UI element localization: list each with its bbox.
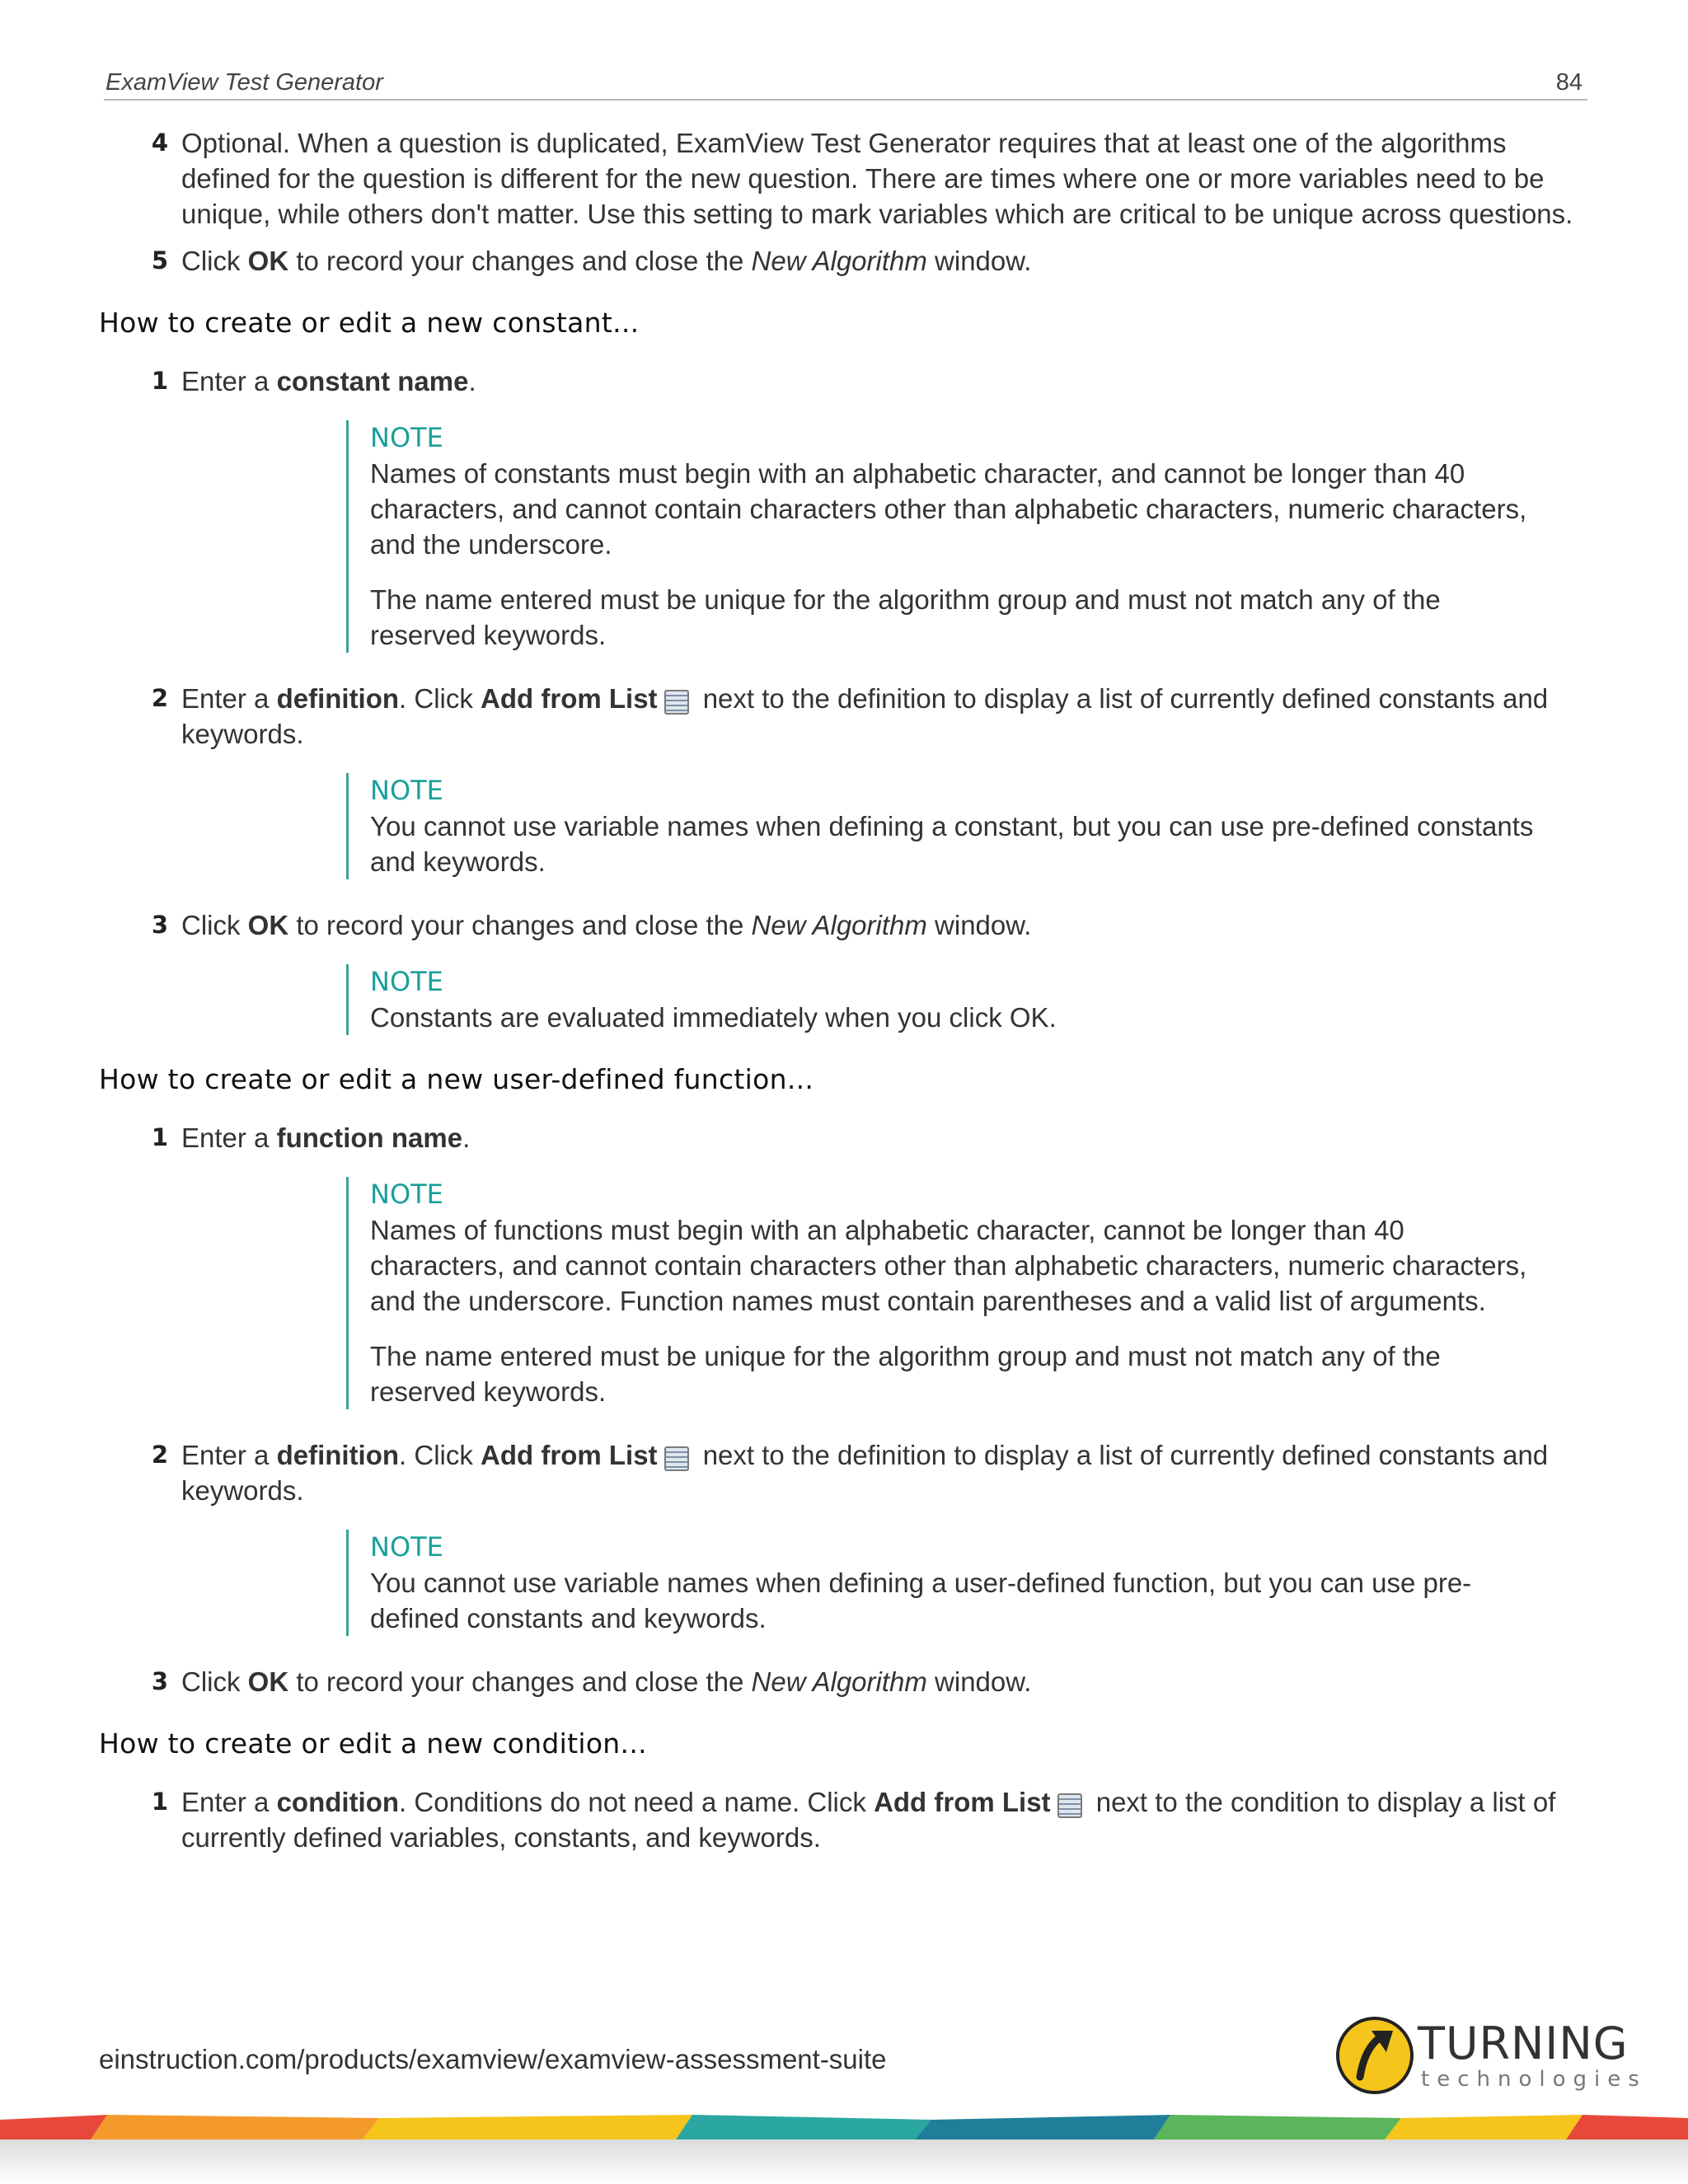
step-number: 1	[151, 1788, 168, 1816]
document-title: ExamView Test Generator	[106, 69, 383, 96]
note-text: Constants are evaluated immediately when you click OK.	[370, 1002, 1057, 1033]
constant-step-3	[99, 907, 1582, 943]
note-text: You cannot use variable names when defining a constant, but you can use pre-defined constants and keywords.	[370, 811, 1534, 877]
footer-color-stripe	[0, 2115, 1688, 2139]
function-step-1	[99, 1120, 1582, 1155]
step-4	[99, 125, 1582, 232]
note-label: NOTE	[370, 1531, 443, 1563]
step-text: Enter a constant name.	[181, 366, 476, 396]
condition-step-1	[99, 1784, 1582, 1855]
turning-technologies-logo	[1335, 2016, 1648, 2095]
note-text: Names of constants must begin with an alphabetic character, and cannot be longer than 40 characters, and cannot contain characters other than alphabetic characters, numeric characters, and the underscore.	[370, 458, 1527, 560]
step-text: Enter a definition. Click Add from List next to the definition to display a list of currently defined constants and keywords.	[181, 1440, 1549, 1506]
turning-arrow-icon	[1335, 2016, 1414, 2095]
step-number: 4	[151, 129, 168, 157]
note-text: You cannot use variable names when defining a user-defined function, but you can use pre-defined constants and keywords.	[370, 1568, 1472, 1633]
step-number: 1	[151, 367, 168, 395]
footer-url[interactable]: einstruction.com/products/examview/examview-assessment-suite	[99, 2044, 887, 2074]
note-box	[346, 1177, 1540, 1409]
step-5	[99, 243, 1582, 279]
note-text: Names of functions must begin with an alphabetic character, cannot be longer than 40 characters, and cannot contain characters other than alphabetic characters, numeric characters, and the underscore. Function names must contain parentheses and a valid list of arguments.	[370, 1215, 1527, 1316]
page-number: 84	[1555, 69, 1582, 96]
page-content	[99, 125, 1582, 1855]
note-label: NOTE	[370, 775, 443, 806]
step-text: Enter a condition. Conditions do not need a name. Click Add from List next to the condition to display a list of currently defined variables, constants, and keywords.	[181, 1787, 1556, 1853]
note-box	[346, 964, 1540, 1035]
list-icon	[664, 1446, 689, 1471]
step-number: 3	[151, 1667, 168, 1695]
section-heading-constant: How to create or edit a new constant...	[99, 307, 640, 339]
step-number: 2	[151, 684, 168, 712]
step-text: Click OK to record your changes and close the New Algorithm window.	[181, 1666, 1032, 1697]
logo-word-technologies: technologies	[1421, 2067, 1647, 2092]
list-icon	[1057, 1793, 1082, 1818]
step-number: 5	[151, 246, 168, 274]
step-number: 1	[151, 1123, 168, 1151]
section-heading-condition: How to create or edit a new condition...	[99, 1727, 647, 1760]
note-label: NOTE	[370, 966, 443, 997]
note-box	[346, 1530, 1540, 1636]
step-text: Optional. When a question is duplicated, ExamView Test Generator requires that at least one of the algorithms defined for the question is different for the new question. There are times where one or more variables need to be unique, while others don't matter. Use this setting to mark variables which are critical to be unique across questions.	[181, 128, 1573, 229]
function-step-3	[99, 1664, 1582, 1699]
page-header	[104, 66, 1587, 101]
note-label: NOTE	[370, 422, 443, 453]
step-text: Click OK to record your changes and close the New Algorithm window.	[181, 910, 1032, 940]
step-text: Click OK to record your changes and close the New Algorithm window.	[181, 246, 1032, 276]
constant-step-2	[99, 681, 1582, 752]
note-text: The name entered must be unique for the algorithm group and must not match any of the reserved keywords.	[370, 1341, 1441, 1407]
note-text: The name entered must be unique for the algorithm group and must not match any of the reserved keywords.	[370, 584, 1441, 650]
step-number: 2	[151, 1441, 168, 1469]
constant-step-1	[99, 363, 1582, 399]
function-step-2	[99, 1437, 1582, 1508]
note-box	[346, 420, 1540, 653]
note-label: NOTE	[370, 1179, 443, 1210]
step-number: 3	[151, 911, 168, 939]
section-heading-function: How to create or edit a new user-defined function...	[99, 1063, 814, 1095]
note-box	[346, 773, 1540, 879]
logo-word-turning: TURNING	[1418, 2018, 1629, 2069]
step-text: Enter a function name.	[181, 1122, 471, 1153]
step-text: Enter a definition. Click Add from List next to the definition to display a list of currently defined constants and keywords.	[181, 683, 1549, 749]
list-icon	[664, 690, 689, 715]
footer-shadow	[0, 2139, 1688, 2184]
